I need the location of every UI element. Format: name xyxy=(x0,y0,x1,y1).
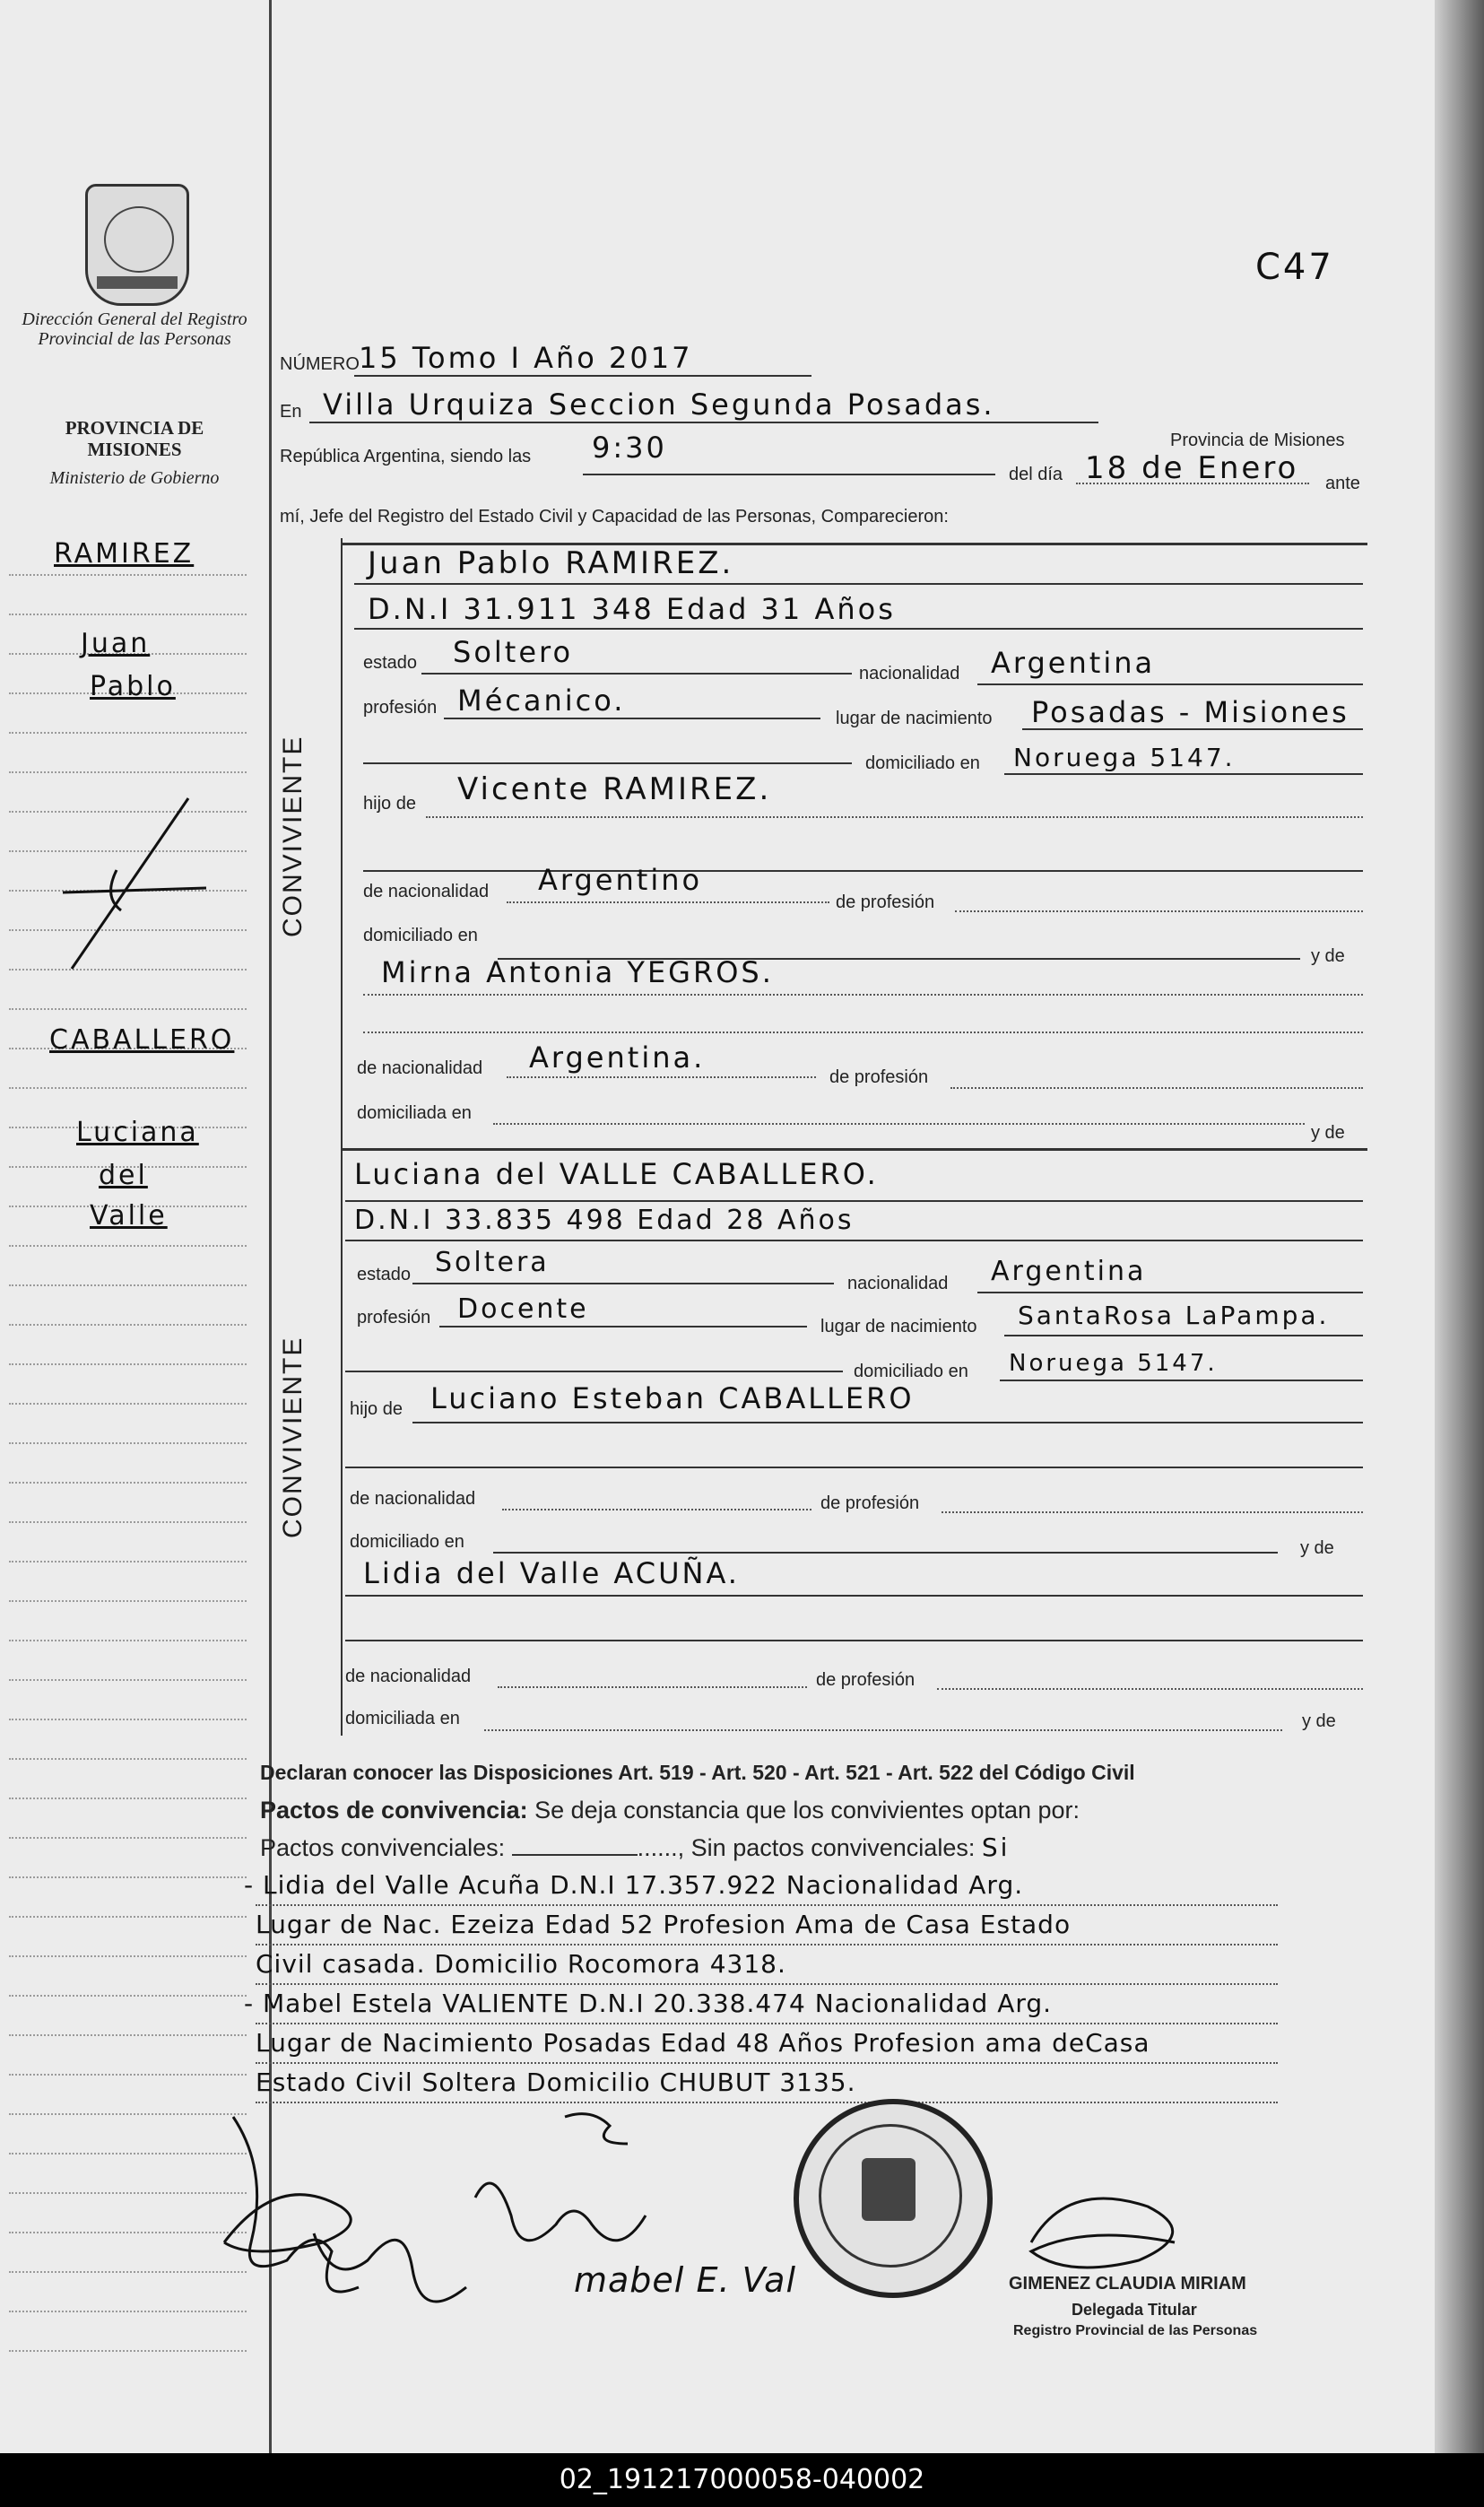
c1-padre-nac: Argentino xyxy=(538,863,703,897)
margin-ruled-line xyxy=(9,1837,247,1839)
sidebar-surname-1: RAMIREZ xyxy=(54,538,195,570)
margin-ruled-line xyxy=(9,2034,247,2036)
hora-value: 9:30 xyxy=(592,431,667,465)
c2-madre-y-de-label: y de xyxy=(1302,1711,1336,1731)
c2-lugar: SantaRosa LaPampa. xyxy=(1018,1301,1330,1330)
margin-ruled-line xyxy=(9,1403,247,1405)
c1-nacionalidad: Argentina xyxy=(991,646,1156,680)
c2-estado: Soltera xyxy=(435,1247,550,1278)
margin-ruled-line xyxy=(9,1640,247,1641)
margin-ruled-line xyxy=(9,771,247,773)
testigo-line: - Lidia del Valle Acuña D.N.I 17.357.922 Nacionalidad Arg. xyxy=(244,1870,1024,1900)
margin-ruled-line xyxy=(9,1561,247,1563)
c1-dni-edad: D.N.I 31.911 348 Edad 31 Años xyxy=(368,592,896,626)
c1-profesion: Mécanico. xyxy=(457,683,626,718)
sidebar-name-1b: Pablo xyxy=(90,671,176,702)
margin-ruled-line xyxy=(9,574,247,576)
margin-ruled-line xyxy=(9,1798,247,1799)
margin-cross-mark xyxy=(54,789,215,978)
en-label: En xyxy=(280,402,302,422)
page-edge xyxy=(1435,0,1484,2453)
page-code: C47 xyxy=(1255,247,1334,288)
en-value: Villa Urquiza Seccion Segunda Posadas. xyxy=(323,387,995,422)
official-signature xyxy=(995,2189,1264,2287)
margin-ruled-line xyxy=(9,1995,247,1997)
bracket-2 xyxy=(341,1144,343,1736)
margin-ruled-line xyxy=(9,1008,247,1010)
c1-nacionalidad-label: nacionalidad xyxy=(859,664,960,683)
official-registry: Registro Provincial de las Personas xyxy=(1013,2323,1258,2338)
testigo-line: Civil casada. Domicilio Rocomora 4318. xyxy=(256,1949,786,1979)
dia-label: del día xyxy=(1009,465,1063,484)
ante-label: ante xyxy=(1325,474,1360,493)
c2-padre-nac-label: de nacionalidad xyxy=(350,1489,476,1509)
margin-ruled-line xyxy=(9,1719,247,1720)
ministry-label: Ministerio de Gobierno xyxy=(49,468,220,488)
c2-nombre: Luciana del VALLE CABALLERO. xyxy=(354,1157,879,1191)
c1-domicilio-label: domiciliado en xyxy=(865,753,980,773)
c2-dni-edad: D.N.I 33.835 498 Edad 28 Años xyxy=(354,1205,855,1236)
c1-estado-label: estado xyxy=(363,653,418,673)
c2-estado-label: estado xyxy=(357,1265,412,1284)
margin-ruled-line xyxy=(9,1758,247,1760)
dia-value: 18 de Enero xyxy=(1085,450,1299,486)
testigo-underline xyxy=(256,1904,1278,1906)
c1-nombre: Juan Pablo RAMIREZ. xyxy=(368,545,734,581)
c1-padre-nac-label: de nacionalidad xyxy=(363,882,490,901)
c2-domicilio: Noruega 5147. xyxy=(1009,1350,1218,1377)
margin-ruled-line xyxy=(9,1324,247,1326)
pactos-convivenciales-line xyxy=(260,1832,1010,1862)
c1-madre-nac: Argentina. xyxy=(529,1040,706,1075)
c2-nacionalidad-label: nacionalidad xyxy=(847,1274,949,1293)
c1-madre: Mirna Antonia YEGROS. xyxy=(381,955,774,989)
margin-ruled-line xyxy=(9,1916,247,1918)
c2-hijo-label: hijo de xyxy=(350,1399,403,1419)
province-seal xyxy=(85,184,189,306)
republica-label: República Argentina, siendo las xyxy=(280,447,532,466)
sin-pactos-value: Si xyxy=(981,1832,1011,1862)
margin-ruled-line xyxy=(9,1087,247,1089)
conviviente-2-label: CONVIVIENTE xyxy=(278,1336,308,1538)
sidebar-name-1a: Juan xyxy=(81,628,151,659)
c1-padre-dom-label: domiciliado en xyxy=(363,926,478,945)
c1-madre-prof-label: de profesión xyxy=(829,1067,929,1087)
testigo-underline xyxy=(256,1983,1278,1985)
margin-ruled-line xyxy=(9,2074,247,2076)
margin-ruled-line xyxy=(9,1600,247,1602)
margin-ruled-line xyxy=(9,1679,247,1681)
c1-lugar-label: lugar de nacimiento xyxy=(836,709,993,728)
c1-lugar: Posadas - Misiones xyxy=(1031,695,1349,729)
provincia-label: Provincia de Misiones xyxy=(1170,431,1345,450)
c1-estado: Soltero xyxy=(453,635,574,669)
testigo-line: Estado Civil Soltera Domicilio CHUBUT 3135. xyxy=(256,2067,856,2097)
c1-madre-dom-label: domiciliada en xyxy=(357,1103,472,1123)
registry-office-label: Dirección General del Registro Provincial de las Personas xyxy=(22,309,247,349)
c2-padre: Luciano Esteban CABALLERO xyxy=(430,1381,915,1415)
margin-ruled-line xyxy=(9,1363,247,1365)
declaracion-line: Declaran conocer las Disposiciones Art. 519 - Art. 520 - Art. 521 - Art. 522 del Código Civil xyxy=(260,1761,1135,1784)
file-id-footer: 02_191217000058-040002 xyxy=(0,2453,1484,2507)
c2-profesion: Docente xyxy=(457,1293,589,1325)
c2-padre-prof-label: de profesión xyxy=(820,1493,920,1513)
c1-domicilio: Noruega 5147. xyxy=(1013,743,1236,772)
c2-padre-dom-label: domiciliado en xyxy=(350,1532,464,1552)
c2-lugar-label: lugar de nacimiento xyxy=(820,1317,977,1336)
testigo-line: Lugar de Nac. Ezeiza Edad 52 Profesion Ama de Casa Estado xyxy=(256,1910,1072,1939)
margin-ruled-line xyxy=(9,2350,247,2352)
c2-madre-nac-label: de nacionalidad xyxy=(345,1667,472,1686)
margin-ruled-line xyxy=(9,732,247,734)
c1-madre-y-de-label: y de xyxy=(1311,1123,1345,1143)
c2-madre-prof-label: de profesión xyxy=(816,1670,916,1690)
c2-madre: Lidia del Valle ACUÑA. xyxy=(363,1556,740,1590)
pactos-bold: Pactos de convivencia: xyxy=(260,1797,528,1824)
testigo-line: - Mabel Estela VALIENTE D.N.I 20.338.474 Nacionalidad Arg. xyxy=(244,1989,1053,2018)
sidebar-surname-2: CABALLERO xyxy=(49,1024,235,1056)
margin-ruled-line xyxy=(9,614,247,615)
margin-ruled-line xyxy=(9,1442,247,1444)
c1-profesion-label: profesión xyxy=(363,698,438,718)
signature-mabel: mabel E. Val xyxy=(574,2260,797,2300)
c2-y-de-label: y de xyxy=(1300,1538,1334,1558)
margin-ruled-line xyxy=(9,1876,247,1878)
c2-madre-dom-label: domiciliada en xyxy=(345,1709,460,1728)
province-label: PROVINCIA DE MISIONES xyxy=(65,417,204,460)
c1-padre: Vicente RAMIREZ. xyxy=(457,771,772,807)
testigo-underline xyxy=(256,2023,1278,2024)
pactos-line xyxy=(260,1797,1080,1824)
margin-ruled-line xyxy=(9,1284,247,1286)
c2-profesion-label: profesión xyxy=(357,1308,431,1327)
c1-madre-nac-label: de nacionalidad xyxy=(357,1058,483,1078)
margin-ruled-line xyxy=(9,1521,247,1523)
conviviente-1-label: CONVIVIENTE xyxy=(278,735,308,937)
margin-ruled-line xyxy=(9,1482,247,1484)
c1-hijo-label: hijo de xyxy=(363,794,416,814)
sidebar-name-2c: Valle xyxy=(90,1200,168,1232)
testigo-line: Lugar de Nacimiento Posadas Edad 48 Años Profesion ama deCasa xyxy=(256,2028,1150,2058)
numero-value: 15 Tomo I Año 2017 xyxy=(359,341,693,375)
testigo-underline xyxy=(256,1944,1278,1946)
jefe-text: mí, Jefe del Registro del Estado Civil y Capacidad de las Personas, Comparecieron: xyxy=(280,507,949,527)
margin-ruled-line xyxy=(9,1955,247,1957)
testigo-underline xyxy=(256,2062,1278,2064)
sidebar-name-2b: del xyxy=(99,1160,148,1191)
numero-label: NÚMERO xyxy=(280,354,360,374)
pactos-label: Pactos convivenciales: xyxy=(260,1834,506,1861)
margin-ruled-line xyxy=(9,1245,247,1247)
registry-stamp xyxy=(794,2099,993,2298)
c2-domicilio-label: domiciliado en xyxy=(854,1362,968,1381)
c1-padre-prof-label: de profesión xyxy=(836,892,935,912)
bracket-1 xyxy=(341,538,343,1148)
official-name: GIMENEZ CLAUDIA MIRIAM xyxy=(1009,2274,1246,2294)
sidebar-name-2a: Luciana xyxy=(76,1117,199,1148)
sin-pactos-label: ......, Sin pactos convivenciales: xyxy=(637,1834,976,1861)
official-title: Delegada Titular xyxy=(1072,2301,1197,2319)
pactos-text: Se deja constancia que los convivientes optan por: xyxy=(534,1797,1080,1824)
c1-y-de-label: y de xyxy=(1311,946,1345,966)
c2-nacionalidad: Argentina xyxy=(991,1256,1147,1287)
